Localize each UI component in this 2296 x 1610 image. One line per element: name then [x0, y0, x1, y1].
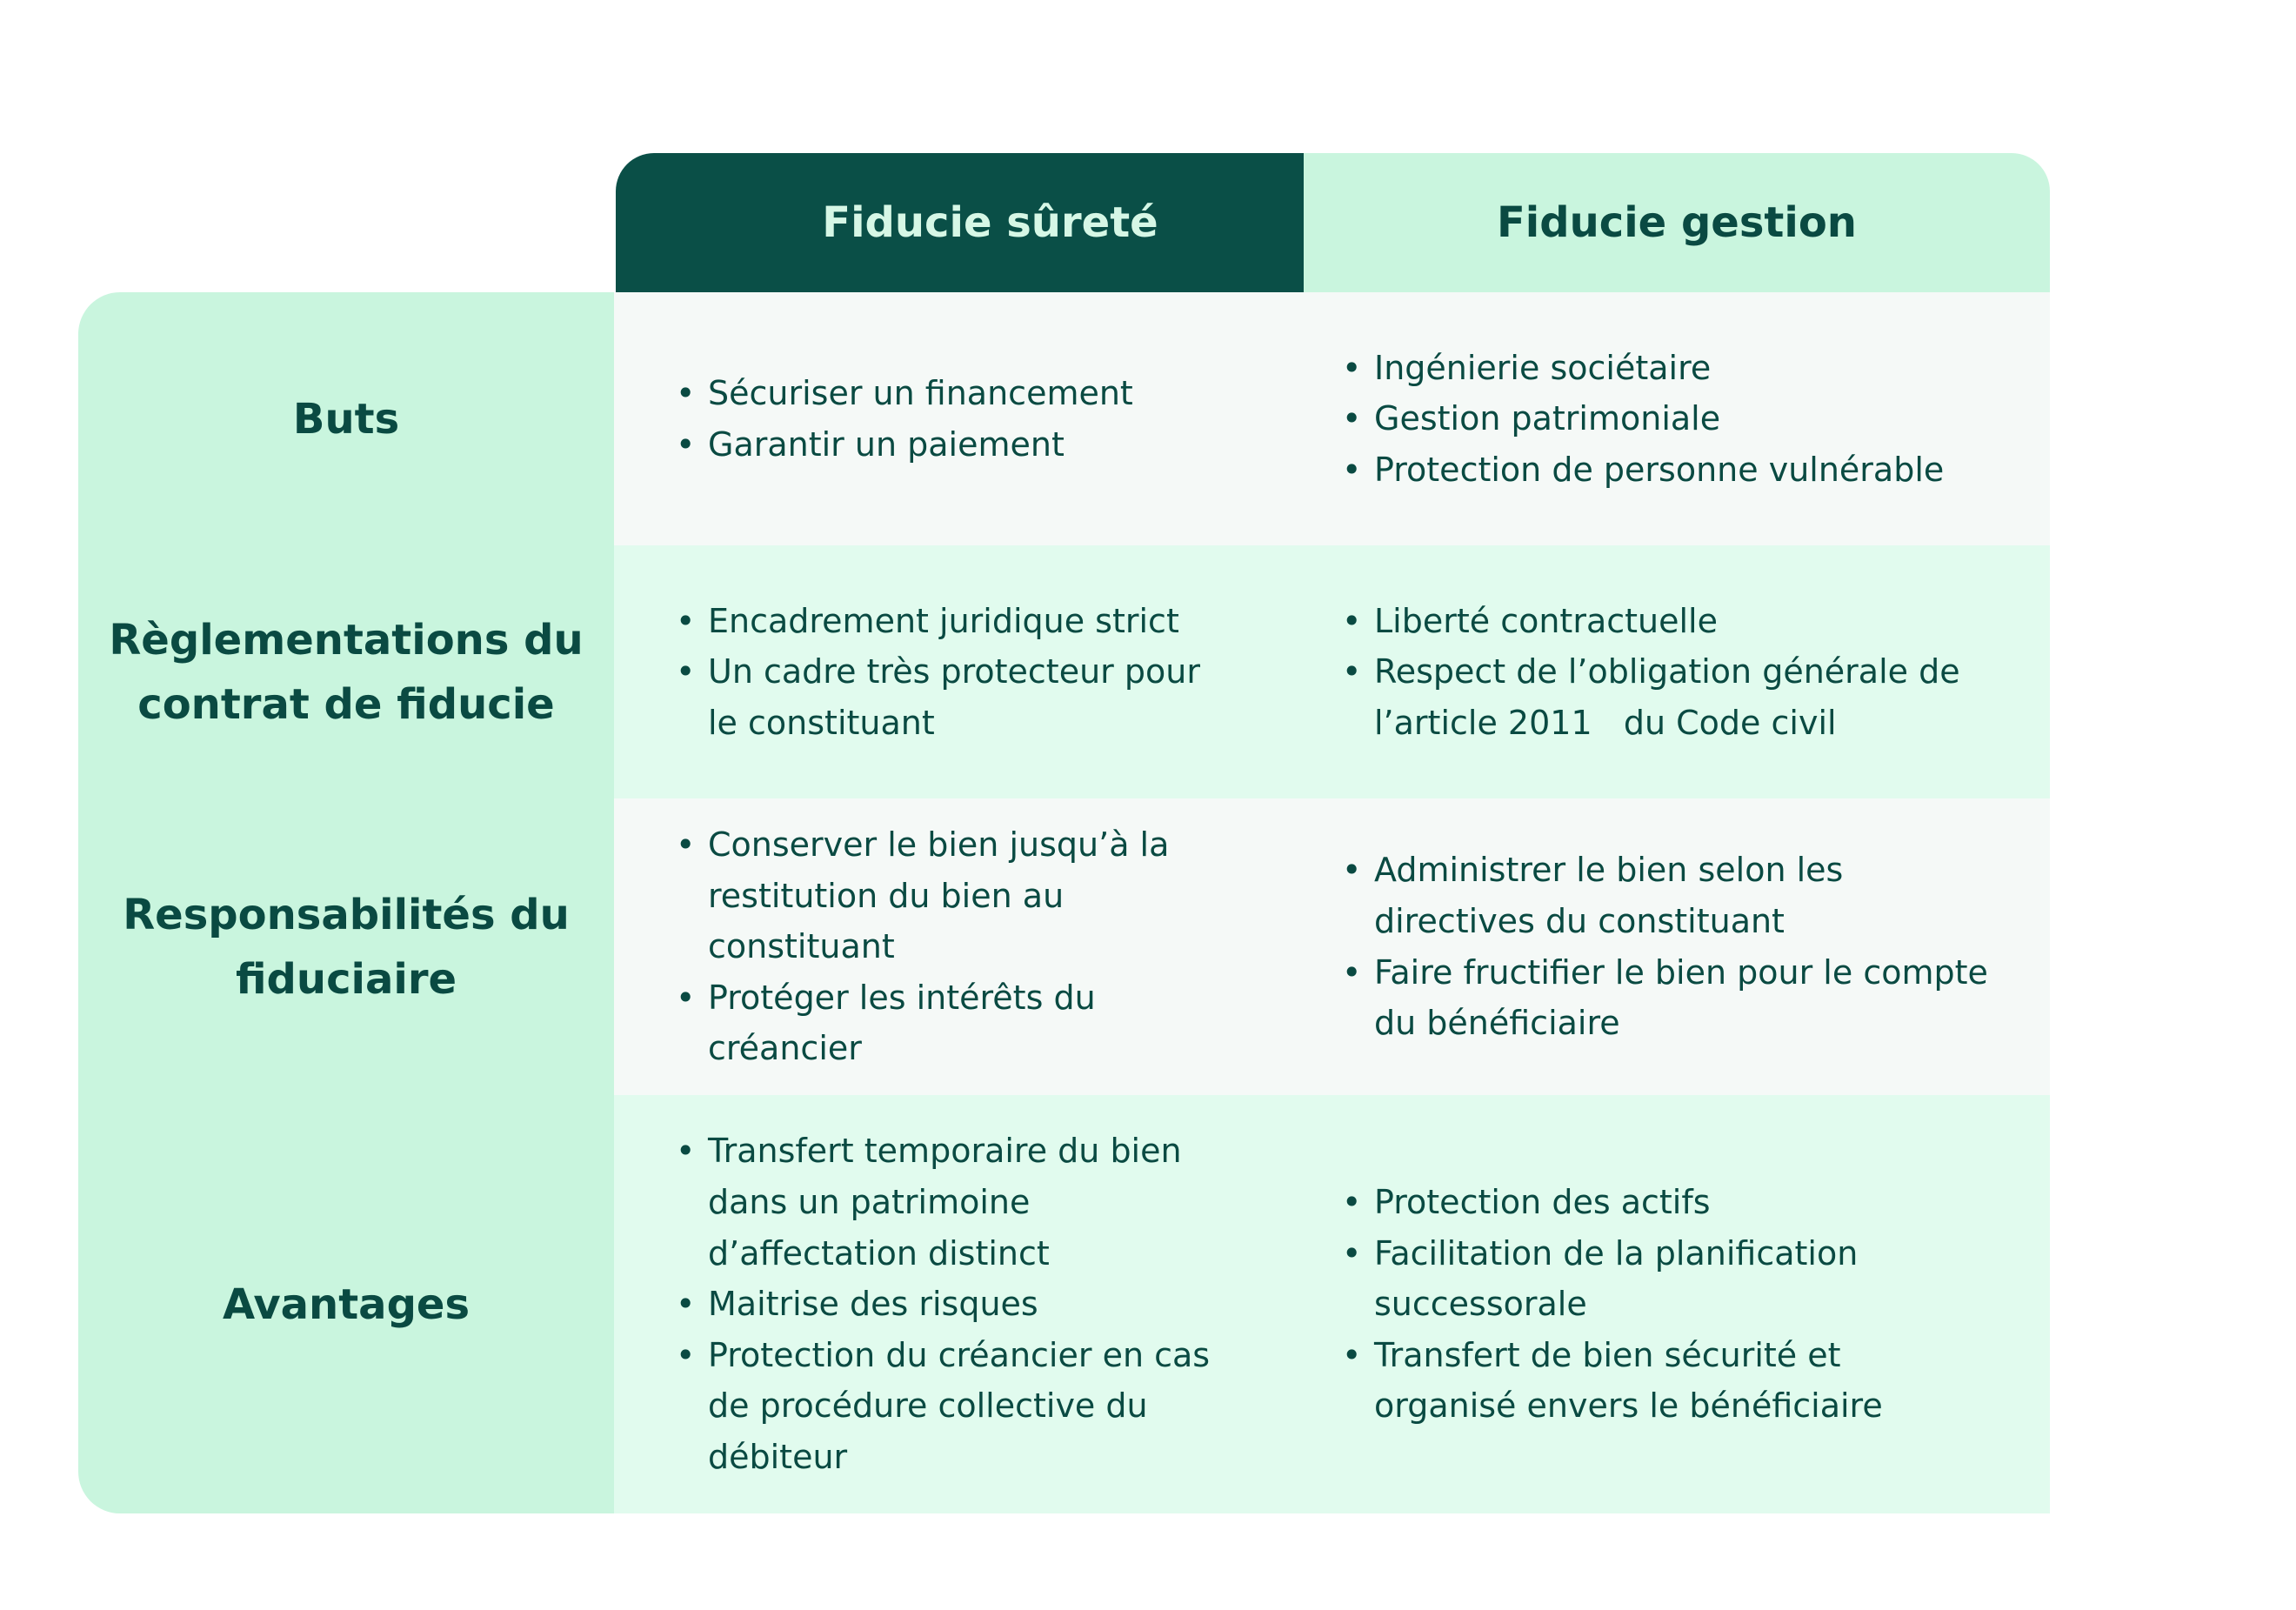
list-item [1342, 343, 1944, 394]
cell-reglementations-surete [676, 545, 1285, 798]
list-item-line: organisé envers le bénéficiaire [1374, 1386, 1883, 1426]
cell-responsabilites-surete [676, 798, 1285, 1095]
bullet-list [676, 1126, 1210, 1482]
list-item-line: créancier [708, 1029, 862, 1068]
bullet-list [676, 596, 1200, 749]
list-item-line: • Protection des actifs [1374, 1183, 1711, 1222]
column-header-label: Fiducie sûreté [822, 198, 1158, 247]
list-item-line: • Un cadre très protecteur pour [708, 652, 1200, 691]
bullet-list [1342, 343, 1944, 496]
list-item [676, 419, 1133, 471]
row-label-line: Règlementations du [109, 615, 584, 665]
list-item-line: d’affectation distinct [708, 1233, 1050, 1273]
row-label-line: Responsabilités du [123, 890, 570, 939]
list-item-line: l’article 2011 du Code civil [1374, 703, 1837, 742]
row-label-responsabilites [78, 798, 614, 1095]
cell-responsabilites-gestion [1342, 798, 2038, 1095]
list-item-text: Ingénierie sociétaire [1374, 348, 1712, 387]
list-item [676, 646, 1200, 748]
bullet-list [1342, 845, 1988, 1048]
list-item [676, 1279, 1210, 1330]
bullet-list [676, 819, 1169, 1074]
list-item-line: • Transfert de bien sécurité et [1374, 1335, 1841, 1374]
list-item [676, 1330, 1210, 1483]
row-label-line: Buts [292, 394, 400, 444]
bullet-list [676, 368, 1133, 470]
list-item-line: de procédure collective du [708, 1386, 1148, 1426]
list-item-line: successorale [1374, 1285, 1587, 1324]
list-item [676, 596, 1200, 647]
cell-avantages-surete [676, 1095, 1285, 1513]
row-label-line: fiduciaire [235, 954, 457, 1004]
list-item-text: Garantir un paiement [708, 424, 1065, 464]
cell-reglementations-gestion [1342, 545, 2038, 798]
cell-buts-surete [676, 292, 1285, 545]
cell-avantages-gestion [1342, 1095, 2038, 1513]
list-item-line: • Maitrise des risques [708, 1285, 1038, 1324]
list-item [1342, 596, 1960, 647]
list-item-line: débiteur [708, 1437, 848, 1476]
cell-buts-gestion [1342, 292, 2038, 545]
list-item-text: Gestion patrimoniale [1374, 399, 1721, 438]
list-item [1342, 1177, 1883, 1228]
bullet-list [1342, 596, 1960, 749]
list-item-line: directives du constituant [1374, 901, 1785, 940]
list-item [1342, 444, 1944, 496]
list-item [1342, 646, 1960, 748]
list-item [676, 1126, 1210, 1279]
column-header-fiducie-gestion [1304, 153, 2050, 292]
list-item [1342, 1330, 1883, 1432]
list-item [1342, 845, 1988, 946]
list-item-line: dans un patrimoine [708, 1183, 1031, 1222]
list-item [676, 819, 1169, 972]
column-header-label: Fiducie gestion [1497, 198, 1857, 247]
row-label-reglementations [78, 545, 614, 798]
list-item-line: • Liberté contractuelle [1374, 601, 1718, 640]
list-item [1342, 393, 1944, 444]
list-item-line: • Conserver le bien jusqu’à la [708, 825, 1170, 865]
list-item-line: restitution du bien au [708, 876, 1065, 915]
list-item-text: Sécuriser un financement [708, 373, 1133, 412]
row-label-line: contrat de fiducie [137, 679, 555, 729]
row-label-avantages [78, 1095, 614, 1513]
list-item-line: • Transfert temporaire du bien [708, 1132, 1182, 1171]
bullet-list [1342, 1177, 1883, 1432]
column-header-fiducie-surete [616, 153, 1304, 292]
list-item [676, 368, 1133, 419]
list-item [1342, 947, 1988, 1049]
list-item [1342, 1228, 1883, 1330]
list-item-line: • Protéger les intérêts du [708, 978, 1096, 1017]
list-item-line: du bénéficiaire [1374, 1004, 1620, 1043]
list-item-line: • Facilitation de la planification [1374, 1233, 1859, 1273]
list-item-line: • Protection du créancier en cas [708, 1335, 1211, 1374]
row-label-line: Avantages [222, 1279, 471, 1329]
row-label-buts [78, 292, 614, 545]
list-item-line: • Faire fructifier le bien pour le compte [1374, 952, 1988, 992]
list-item [676, 972, 1169, 1074]
list-item-line: le constituant [708, 703, 935, 742]
list-item-line: • Encadrement juridique strict [708, 601, 1179, 640]
list-item-line: • Respect de l’obligation générale de [1374, 652, 1960, 691]
list-item-line: • Administrer le bien selon les [1374, 851, 1844, 890]
list-item-text: Protection de personne vulnérable [1374, 450, 1945, 489]
list-item-line: constituant [708, 927, 895, 966]
